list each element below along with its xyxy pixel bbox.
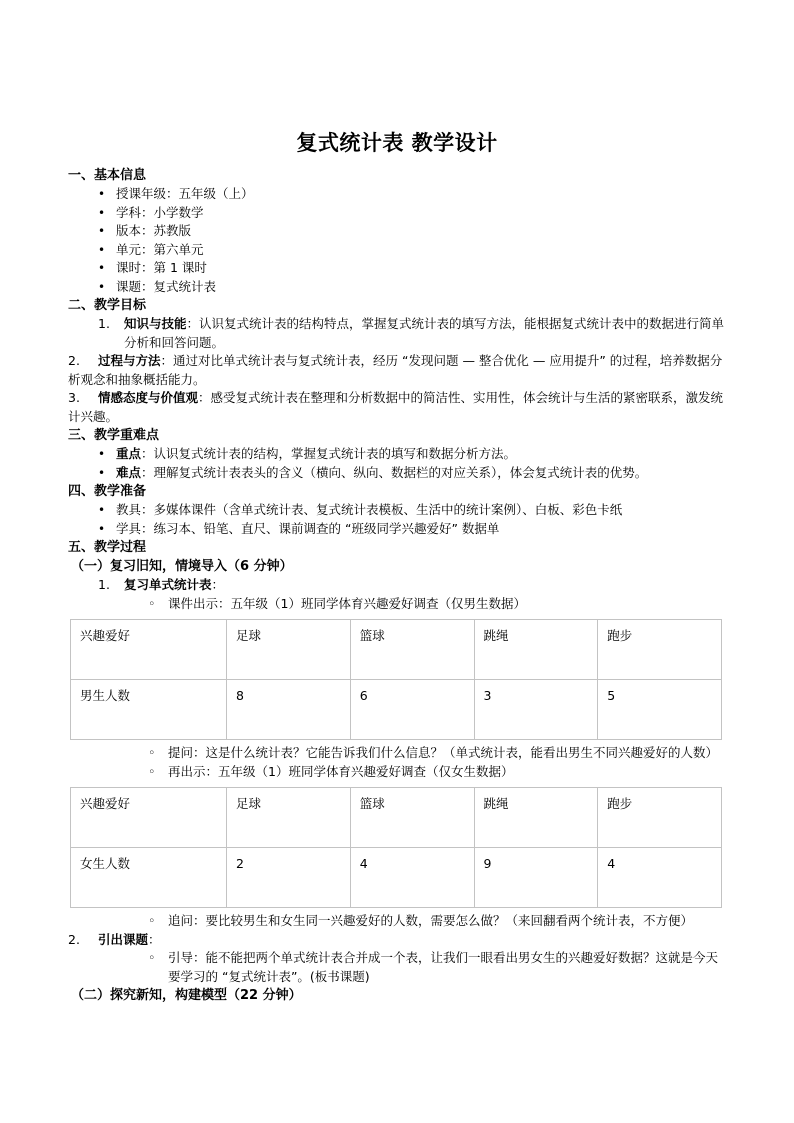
process-step-2 bbox=[68, 931, 726, 950]
table-cell: 4 bbox=[598, 848, 722, 908]
preparation-text: ：练习本、铅笔、直尺、课前调查的 “班级同学兴趣爱好” 数据单 bbox=[141, 520, 500, 536]
section-heading-basic-info: 一、基本信息 bbox=[68, 168, 147, 183]
list-item bbox=[68, 520, 726, 539]
section-heading-process: 五、教学过程 bbox=[68, 540, 147, 555]
objective-number: 2. bbox=[68, 353, 80, 368]
list-item: ◦ 提问：这是什么统计表？它能告诉我们什么信息？（单式统计表，能看出男生不同兴趣爱好的人数） bbox=[68, 744, 726, 763]
objective-text: ：通过对比单式统计表与复式统计表，经历 “发现问题 — 整合优化 — 应用提升” 的过程，培养数据分析观念和抽象概括能力。 bbox=[68, 353, 723, 387]
list-item: • 课题：复式统计表 bbox=[68, 278, 726, 297]
table-header-cell: 跑步 bbox=[598, 620, 722, 680]
table-header-cell: 篮球 bbox=[350, 788, 474, 848]
list-item: ◦ 再出示：五年级（1）班同学体育兴趣爱好调查（仅女生数据） bbox=[68, 763, 726, 782]
key-point-text: ：认识复式统计表的结构，掌握复式统计表的填写和数据分析方法。 bbox=[141, 446, 517, 461]
table-cell: 8 bbox=[227, 680, 351, 740]
table-cell: 2 bbox=[227, 848, 351, 908]
table-cell: 5 bbox=[598, 680, 722, 740]
page-title: 复式统计表 教学设计 bbox=[296, 131, 498, 155]
table-header-cell: 跳绳 bbox=[474, 620, 598, 680]
objective-label: 知识与技能 bbox=[124, 316, 187, 331]
objective-number: 3. bbox=[68, 390, 80, 405]
section-heading-key-points: 三、教学重难点 bbox=[68, 428, 160, 443]
table-header-cell: 篮球 bbox=[350, 620, 474, 680]
step-label: 复习单式统计表 bbox=[124, 577, 212, 592]
list-item: • 版本：苏教版 bbox=[68, 222, 726, 241]
table-header-cell: 兴趣爱好 bbox=[71, 788, 227, 848]
document-body bbox=[68, 128, 726, 1005]
basic-info-list bbox=[68, 185, 726, 296]
step1-sub-bullets-b bbox=[68, 744, 726, 781]
step1-sub-bullets-a bbox=[68, 595, 726, 614]
preparation-label: 学具 bbox=[116, 520, 142, 536]
preparation-label: 教具 bbox=[116, 502, 142, 517]
objective-text: ：感受复式统计表在整理和分析数据中的简洁性、实用性，体会统计与生活的紧密联系，激发统计兴趣。 bbox=[68, 390, 724, 424]
process-stage-1-steps bbox=[68, 576, 726, 595]
list-item: • 学科：小学数学 bbox=[68, 204, 726, 223]
girls-interest-table bbox=[70, 787, 722, 908]
objective-item-3 bbox=[68, 389, 726, 426]
list-item: • 课时：第 1 课时 bbox=[68, 259, 726, 278]
table-cell: 3 bbox=[474, 680, 598, 740]
list-item: ◦ 引导：能不能把两个单式统计表合并成一个表，让我们一眼看出男女生的兴趣爱好数据？这就是今天要学习的 “复式统计表”。(板书课题) bbox=[68, 949, 726, 986]
table-header-cell: 跳绳 bbox=[474, 788, 598, 848]
objective-label: 过程与方法 bbox=[98, 353, 161, 368]
objective-item-2 bbox=[68, 352, 726, 389]
table-header-cell: 跑步 bbox=[598, 788, 722, 848]
list-item bbox=[68, 464, 726, 483]
preparation-text: ：多媒体课件（含单式统计表、复式统计表模板、生活中的统计案例）、白板、彩色卡纸 bbox=[141, 502, 623, 517]
step-label: 引出课题 bbox=[98, 931, 149, 947]
list-item: • 单元：第六单元 bbox=[68, 241, 726, 260]
table-cell: 6 bbox=[350, 680, 474, 740]
boys-interest-table bbox=[70, 619, 722, 740]
key-point-text: ：理解复式统计表表头的含义（横向、纵向、数据栏的对应关系），体会复式统计表的优势。 bbox=[141, 464, 648, 480]
list-item: • 授课年级：五年级（上） bbox=[68, 185, 726, 204]
table-row bbox=[71, 788, 722, 848]
step-number: 2. bbox=[68, 931, 80, 947]
list-item bbox=[68, 445, 726, 464]
list-item bbox=[68, 315, 726, 352]
table-row bbox=[71, 680, 722, 740]
table-header-cell: 足球 bbox=[227, 788, 351, 848]
table-cell: 女生人数 bbox=[71, 848, 227, 908]
table-row bbox=[71, 848, 722, 908]
key-point-label: 难点 bbox=[116, 464, 142, 480]
preparation-list bbox=[68, 501, 726, 538]
section-heading-objectives: 二、教学目标 bbox=[68, 298, 147, 313]
step1-sub-bullets-c bbox=[68, 912, 726, 931]
table-cell: 4 bbox=[350, 848, 474, 908]
list-item bbox=[68, 576, 726, 595]
step2-sub-bullets bbox=[68, 949, 726, 986]
process-stage-1-heading: （一）复习旧知，情境导入（6 分钟） bbox=[71, 559, 293, 574]
step-suffix: ： bbox=[148, 931, 161, 947]
process-stage-2-heading: （二）探究新知，构建模型（22 分钟） bbox=[71, 988, 302, 1003]
list-item bbox=[68, 501, 726, 520]
step-suffix: ： bbox=[211, 577, 225, 592]
list-item: ◦ 课件出示：五年级（1）班同学体育兴趣爱好调查（仅男生数据） bbox=[68, 595, 726, 614]
objective-label: 情感态度与价值观 bbox=[98, 390, 199, 405]
key-point-label: 重点 bbox=[116, 446, 142, 461]
section-heading-preparation: 四、教学准备 bbox=[68, 484, 147, 499]
key-points-list bbox=[68, 445, 726, 482]
objectives-list bbox=[68, 315, 726, 352]
objective-text: ：认识复式统计表的结构特点，掌握复式统计表的填写方法，能根据复式统计表中的数据进行简单分析和回答问题。 bbox=[124, 316, 725, 350]
table-cell: 9 bbox=[474, 848, 598, 908]
table-row bbox=[71, 620, 722, 680]
table-header-cell: 足球 bbox=[227, 620, 351, 680]
table-cell: 男生人数 bbox=[71, 680, 227, 740]
list-item: ◦ 追问：要比较男生和女生同一兴趣爱好的人数，需要怎么做？（来回翻看两个统计表，不方便） bbox=[68, 912, 726, 931]
table-header-cell: 兴趣爱好 bbox=[71, 620, 227, 680]
